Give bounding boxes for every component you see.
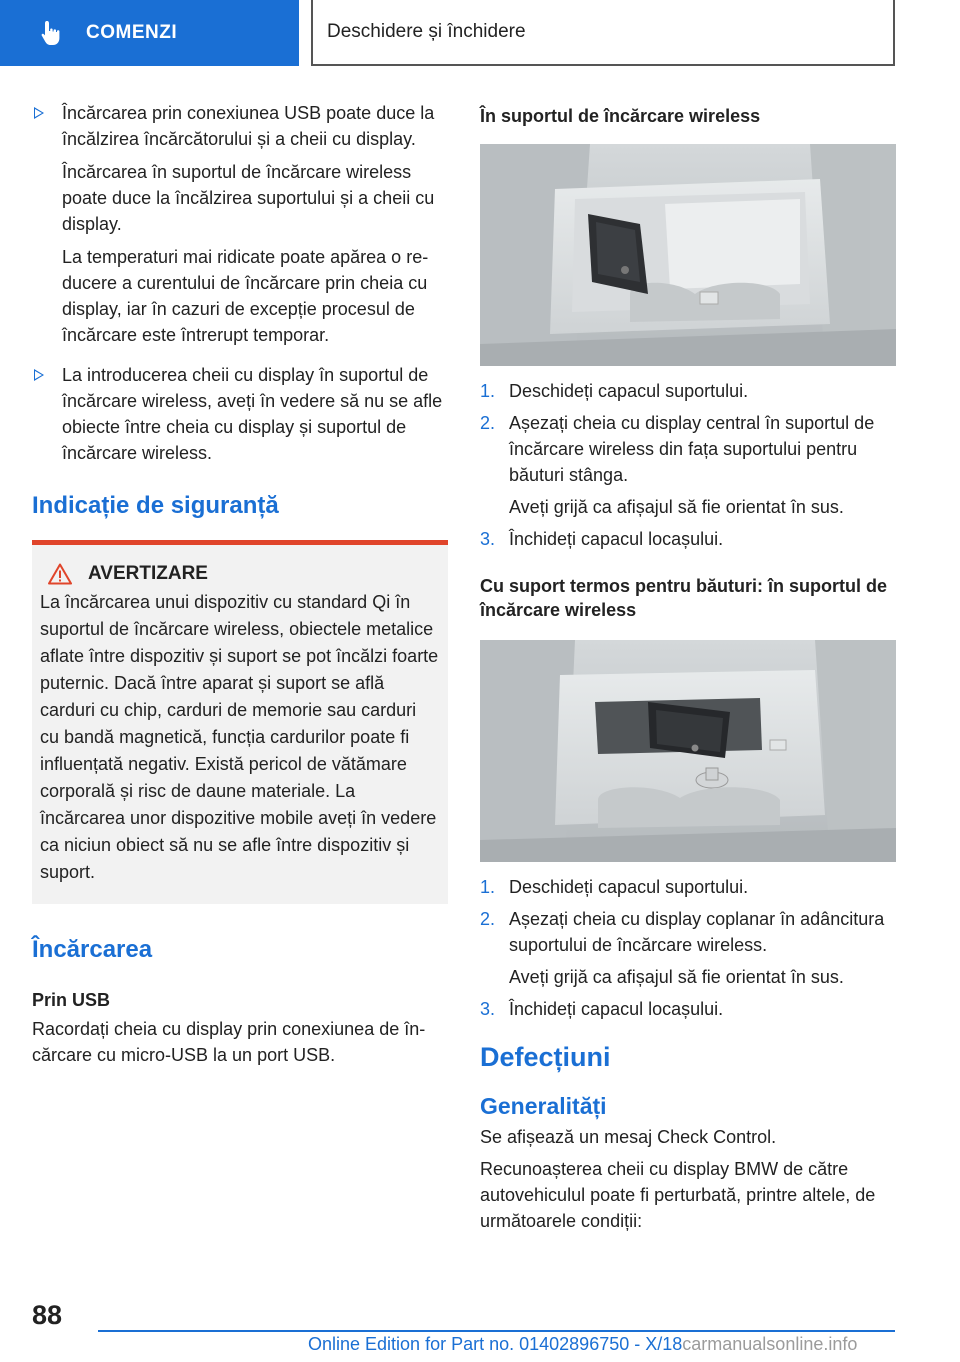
- step-number: 2.: [480, 413, 496, 433]
- edition-text: Online Edition for Part no. 01402896750 - X/18: [308, 1334, 683, 1354]
- step-text: Închideți capacul locașului.: [509, 529, 724, 549]
- step-number: 3.: [480, 529, 496, 549]
- warning-label: AVERTIZARE: [88, 563, 208, 584]
- bullet-paragraph: La temperaturi mai ridicate poate apărea o reducere a curentului de încărcare prin cheia cu display, iar în cazuri de excepție procesul de încărcare este întrerupt temporar.: [62, 247, 429, 345]
- step-text: Aveți grijă ca afișajul să fie orientat în sus.: [509, 497, 844, 517]
- step-text: Deschideți capacul suportului.: [509, 381, 749, 401]
- chapter-tab-label: COMENZI: [86, 22, 178, 43]
- safety-heading: Indicație de siguranță: [32, 492, 279, 519]
- list-item: [480, 378, 896, 404]
- step-number: 1.: [480, 381, 496, 401]
- footer-divider: [98, 1330, 895, 1332]
- triangle-bullet-icon: [34, 369, 44, 381]
- list-item: [480, 906, 896, 990]
- charging-heading: Încărcarea: [32, 936, 153, 963]
- bullet-paragraph: Încărcarea prin conexiunea USB poate duce la încălzirea încărcătorului și a cheii cu display.: [62, 103, 435, 149]
- edition-footer: [308, 1334, 857, 1355]
- right-column: [480, 100, 896, 1234]
- step-text: Închideți capacul locașului.: [509, 999, 724, 1019]
- general-heading: Generalități: [480, 1093, 607, 1119]
- list-item: [480, 526, 896, 552]
- bullet-item: [32, 100, 448, 348]
- thermos-heading: Cu suport termos pentru băuturi: în suportul de încărcare wireless: [480, 576, 887, 620]
- list-item: [480, 874, 896, 900]
- general-text-2: Recunoașterea cheii cu display BMW de către autovehiculul poate fi perturbată, printre altele, de următoarele condiții:: [480, 1159, 876, 1231]
- console-thermos-illustration: [480, 640, 896, 862]
- chapter-tab[interactable]: [0, 0, 299, 66]
- step-text: Așezați cheia cu display coplanar în adâncitura suportului de încărcare wireless.: [509, 909, 885, 955]
- list-item: [480, 996, 896, 1022]
- hand-pointer-icon: [36, 18, 66, 48]
- list-item: [480, 410, 896, 520]
- warning-text: La încărcarea unui dispozitiv cu standard Qi în suportul de încărcare wireless, obiectele metalice aflate între dispozitiv și suport se pot încălzi foarte puternic. Dacă între aparat și suport se află carduri cu chip, carduri de memorie sau carduri cu bandă magnetică, funcția cardurilor poate fi influențată negativ. Există pericol de vătămare corporală și risc de daune materiale. La încărcarea unor dispozitive mobile aveți în vedere ca niciun obiect să nu se afle între dispozitiv și suport.: [40, 592, 439, 882]
- usb-heading: Prin USB: [32, 990, 111, 1010]
- wireless-heading: În suportul de încărcare wireless: [480, 106, 761, 126]
- step-text: Aveți grijă ca afișajul să fie orientat în sus.: [509, 967, 844, 987]
- bullet-item: [32, 362, 448, 466]
- step-text: Așezați cheia cu display central în suportul de încărcare wireless din fața suportului pentru băuturi stânga.: [509, 413, 875, 485]
- bullet-paragraph: La introducerea cheii cu display în suportul de încărcare wireless, aveți în vedere să nu se afle obiecte între cheia cu display și suportul de încărcare wireless.: [62, 365, 443, 463]
- console-illustration: [480, 144, 896, 366]
- step-number: 3.: [480, 999, 496, 1019]
- page-number: 88: [32, 1300, 63, 1330]
- bullet-paragraph: Încărcarea în suportul de încărcare wireless poate duce la încălzirea suportului și a cheii cu display.: [62, 162, 435, 234]
- warning-triangle-icon: [48, 563, 72, 585]
- wireless-charger-photo: [480, 144, 896, 366]
- thermos-charger-photo: [480, 640, 896, 862]
- step-text: Deschideți capacul suportului.: [509, 877, 749, 897]
- faults-heading: Defecțiuni: [480, 1042, 611, 1072]
- general-text-1: Se afișează un mesaj Check Control.: [480, 1127, 777, 1147]
- watermark-text: carmanualsonline.info: [682, 1334, 858, 1354]
- step-number: 1.: [480, 877, 496, 897]
- steps-list-2: [480, 874, 896, 1022]
- warning-box: [32, 540, 448, 904]
- left-column: [32, 100, 448, 1068]
- warning-title: [44, 563, 440, 585]
- chapter-title-box: [311, 0, 895, 66]
- triangle-bullet-icon: [34, 107, 44, 119]
- steps-list-1: [480, 378, 896, 552]
- usb-text: Racordați cheia cu display prin conexiunea de încărcare cu micro-USB la un port USB.: [32, 1019, 426, 1065]
- step-number: 2.: [480, 909, 496, 929]
- chapter-title: Deschidere și închidere: [327, 21, 526, 42]
